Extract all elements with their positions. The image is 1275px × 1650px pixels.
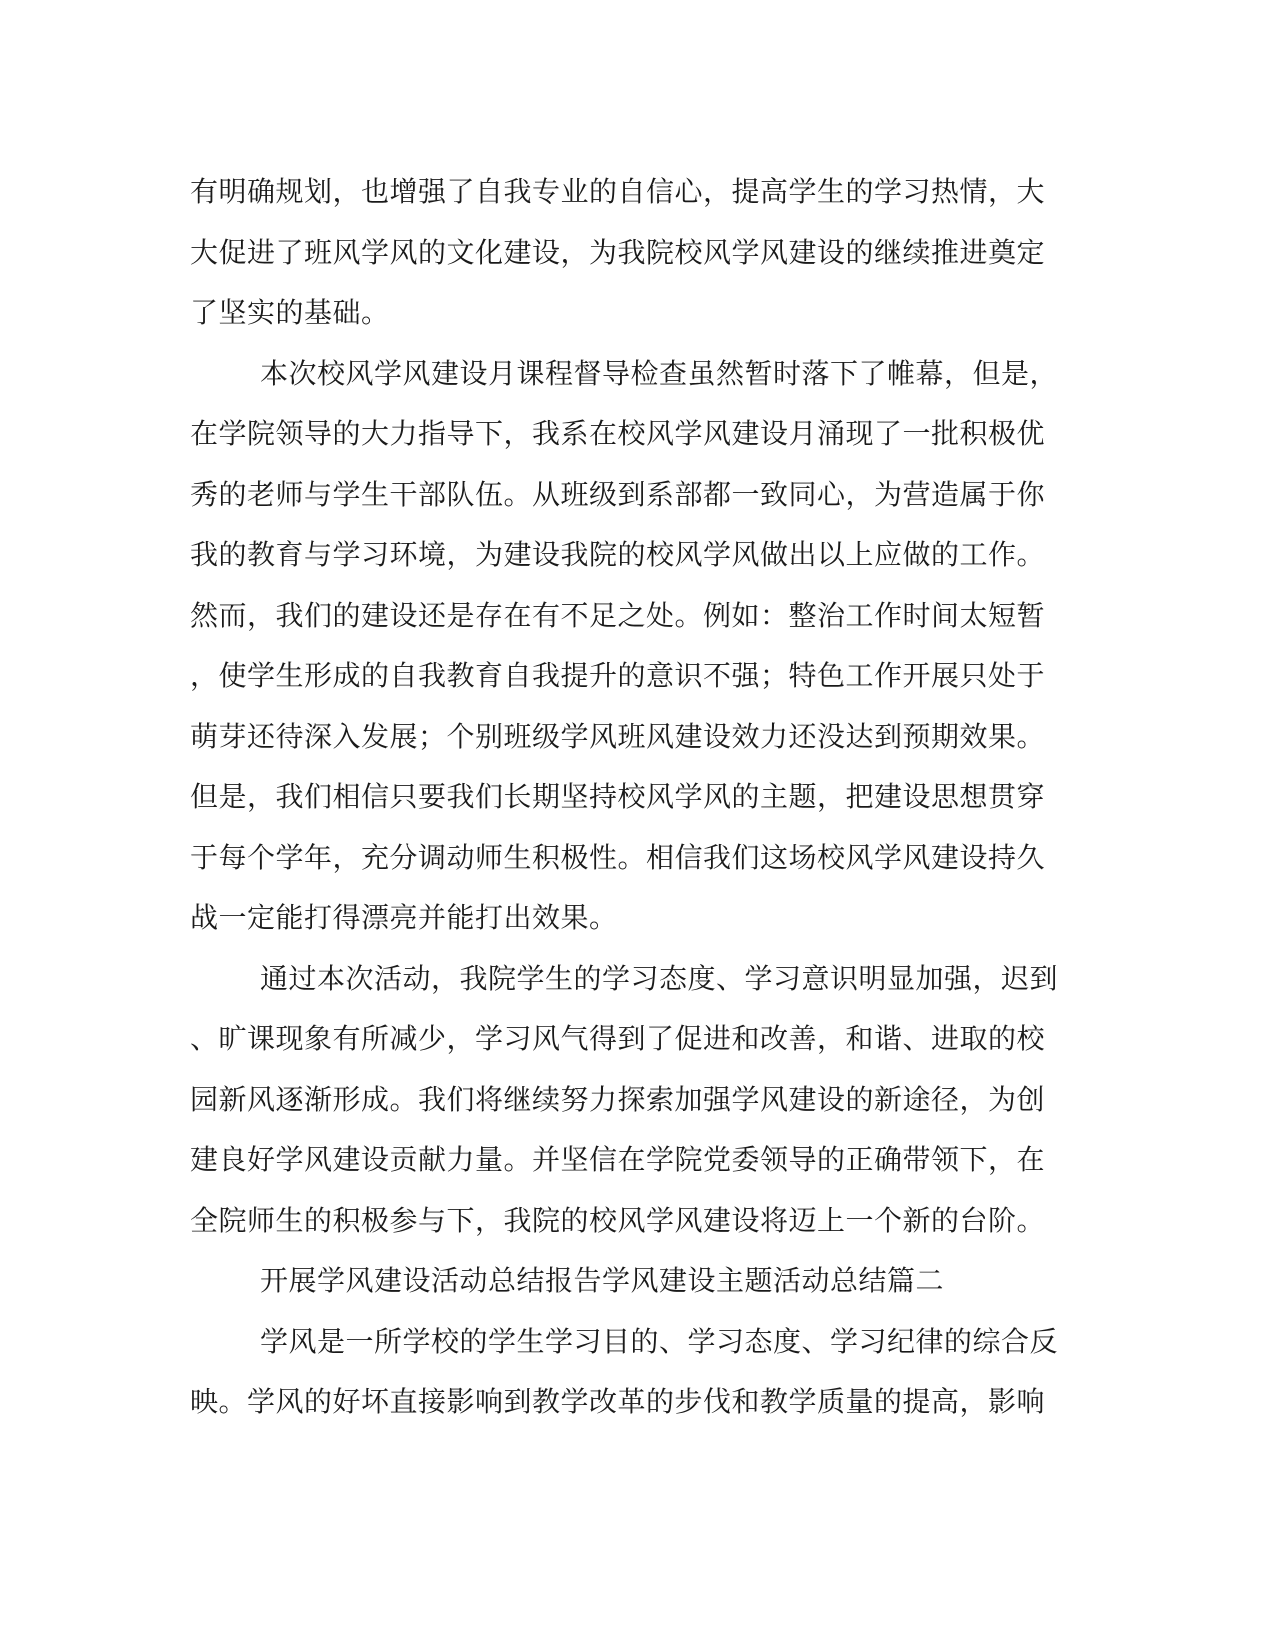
text-line: 大促进了班风学风的文化建设，为我院校风学风建设的继续推进奠定 — [190, 235, 1046, 269]
text-line: 于每个学年，充分调动师生积极性。相信我们这场校风学风建设持久 — [190, 840, 1046, 874]
text-line: 园新风逐渐形成。我们将继续努力探索加强学风建设的新途径，为创 — [190, 1082, 1046, 1116]
text-line: 建良好学风建设贡献力量。并坚信在学院党委领导的正确带领下，在 — [190, 1143, 1046, 1176]
document-body — [190, 162, 1090, 1433]
text-line: 然而，我们的建设还是存在有不足之处。例如：整治工作时间太短暂 — [190, 598, 1046, 632]
text-line: 、旷课现象有所减少，学习风气得到了促进和改善，和谐、进取的校 — [190, 1022, 1046, 1055]
paragraph-start-line: 通过本次活动，我院学生的学习态度、学习意识明显加强，迟到 — [260, 961, 1059, 995]
section-heading: 开展学风建设活动总结报告学风建设主题活动总结篇二 — [260, 1264, 945, 1297]
text-line: 全院师生的积极参与下，我院的校风学风建设将迈上一个新的台阶。 — [190, 1203, 1046, 1237]
text-line: 我的教育与学习环境，为建设我院的校风学风做出以上应做的工作。 — [190, 538, 1046, 571]
text-line: 在学院领导的大力指导下，我系在校风学风建设月涌现了一批积极优 — [190, 417, 1046, 450]
text-line: 战一定能打得漂亮并能打出效果。 — [190, 901, 618, 934]
text-line: 了坚实的基础。 — [190, 296, 390, 329]
paragraph-start-line: 学风是一所学校的学生学习目的、学习态度、学习纪律的综合反 — [260, 1324, 1059, 1358]
text-line: 但是，我们相信只要我们长期坚持校风学风的主题，把建设思想贯穿 — [190, 780, 1046, 813]
paragraph-start-line: 本次校风学风建设月课程督导检查虽然暂时落下了帷幕，但是， — [260, 356, 1059, 390]
text-line: 有明确规划，也增强了自我专业的自信心，提高学生的学习热情，大 — [190, 175, 1046, 208]
text-line: 萌芽还待深入发展；个别班级学风班风建设效力还没达到预期效果。 — [190, 719, 1046, 753]
text-line: 映。学风的好坏直接影响到教学改革的步伐和教学质量的提高，影响 — [190, 1385, 1046, 1418]
text-line: 秀的老师与学生干部队伍。从班级到系部都一致同心，为营造属于你 — [190, 477, 1046, 511]
text-line: ，使学生形成的自我教育自我提升的意识不强；特色工作开展只处于 — [190, 659, 1046, 692]
